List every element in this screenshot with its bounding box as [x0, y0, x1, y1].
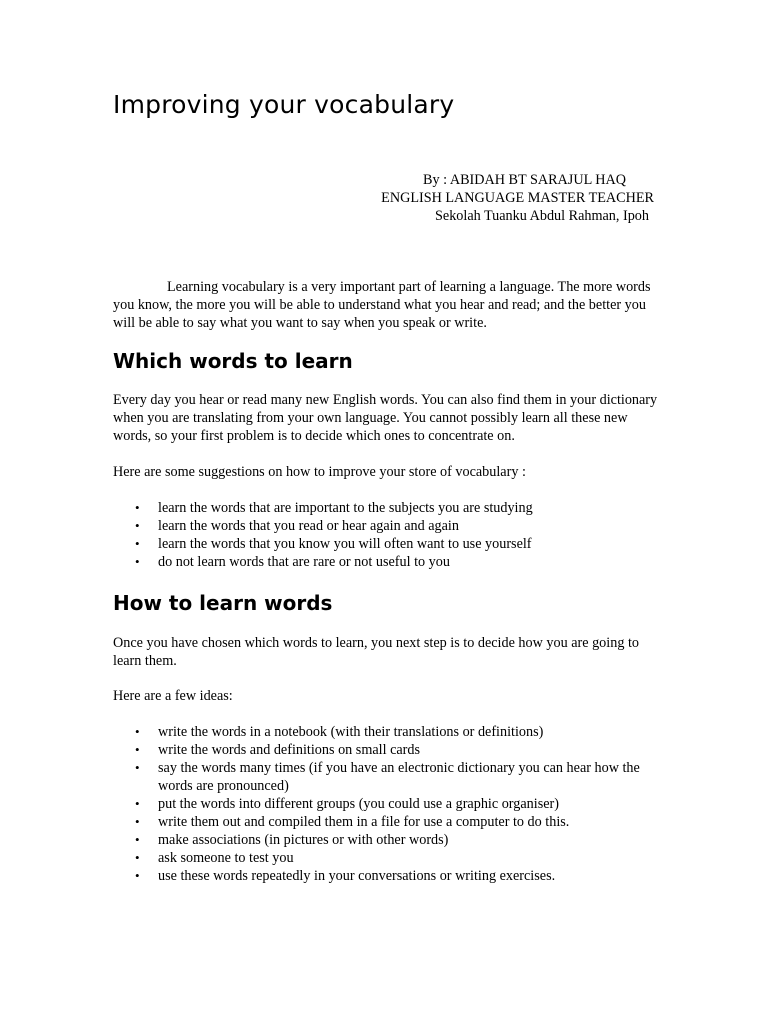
list-item — [113, 759, 663, 795]
list-item — [113, 867, 663, 885]
suggestions-list — [113, 499, 663, 571]
list-item-text: do not learn words that are rare or not useful to you — [158, 554, 450, 570]
list-item — [113, 553, 663, 571]
bullet-icon: • — [135, 724, 140, 739]
bullet-icon: • — [135, 554, 140, 569]
bullet-icon: • — [135, 868, 140, 883]
list-item-text: say the words many times (if you have an electronic dictionary you can hear how the words are pronounced) — [158, 760, 640, 794]
list-item-text: learn the words that are important to the subjects you are studying — [158, 500, 533, 516]
byline-role: ENGLISH LANGUAGE MASTER TEACHER — [381, 190, 654, 206]
list-item — [113, 831, 663, 849]
which-words-paragraph: Every day you hear or read many new English words. You can also find them in your dictionary when you are translating from your own language. You cannot possibly learn all these new words, so your first problem is to decide which ones to concentrate on. — [113, 392, 658, 444]
section-heading-how-to-learn: How to learn words — [113, 591, 333, 615]
bullet-icon: • — [135, 500, 140, 515]
list-item — [113, 741, 663, 759]
list-item-text: use these words repeatedly in your conversations or writing exercises. — [158, 868, 556, 884]
list-item-text: learn the words that you read or hear again and again — [158, 518, 459, 534]
list-item-text: write them out and compiled them in a file for use a computer to do this. — [158, 814, 570, 830]
bullet-icon: • — [135, 814, 140, 829]
ideas-intro: Here are a few ideas: — [113, 688, 233, 704]
bullet-icon: • — [135, 536, 140, 551]
bullet-icon: • — [135, 760, 140, 775]
bullet-icon: • — [135, 850, 140, 865]
list-item — [113, 795, 663, 813]
intro-paragraph: Learning vocabulary is a very important part of learning a language. The more words you know, the more you will be able to understand what you hear and read; and the better you will be able to say what you want to say when you speak or write. — [113, 279, 651, 331]
bullet-icon: • — [135, 518, 140, 533]
suggestions-intro: Here are some suggestions on how to improve your store of vocabulary : — [113, 464, 526, 480]
document-title: Improving your vocabulary — [113, 90, 455, 119]
list-item-text: write the words and definitions on small cards — [158, 742, 421, 758]
list-item-text: make associations (in pictures or with other words) — [158, 832, 449, 848]
list-item — [113, 517, 663, 535]
bullet-icon: • — [135, 832, 140, 847]
byline-school: Sekolah Tuanku Abdul Rahman, Ipoh — [435, 208, 649, 224]
list-item-text: learn the words that you know you will often want to use yourself — [158, 536, 532, 552]
list-item — [113, 849, 663, 867]
list-item — [113, 499, 663, 517]
bullet-icon: • — [135, 796, 140, 811]
list-item — [113, 813, 663, 831]
list-item-text: write the words in a notebook (with their translations or definitions) — [158, 724, 544, 740]
bullet-icon: • — [135, 742, 140, 757]
byline — [0, 171, 656, 225]
list-item-text: put the words into different groups (you could use a graphic organiser) — [158, 796, 559, 812]
list-item-text: ask someone to test you — [158, 850, 294, 866]
ideas-list — [113, 723, 663, 885]
section-heading-which-words: Which words to learn — [113, 349, 353, 373]
list-item — [113, 723, 663, 741]
list-item — [113, 535, 663, 553]
byline-author: By : ABIDAH BT SARAJUL HAQ — [423, 172, 626, 188]
how-to-learn-paragraph: Once you have chosen which words to learn, you next step is to decide how you are going to learn them. — [113, 635, 639, 669]
